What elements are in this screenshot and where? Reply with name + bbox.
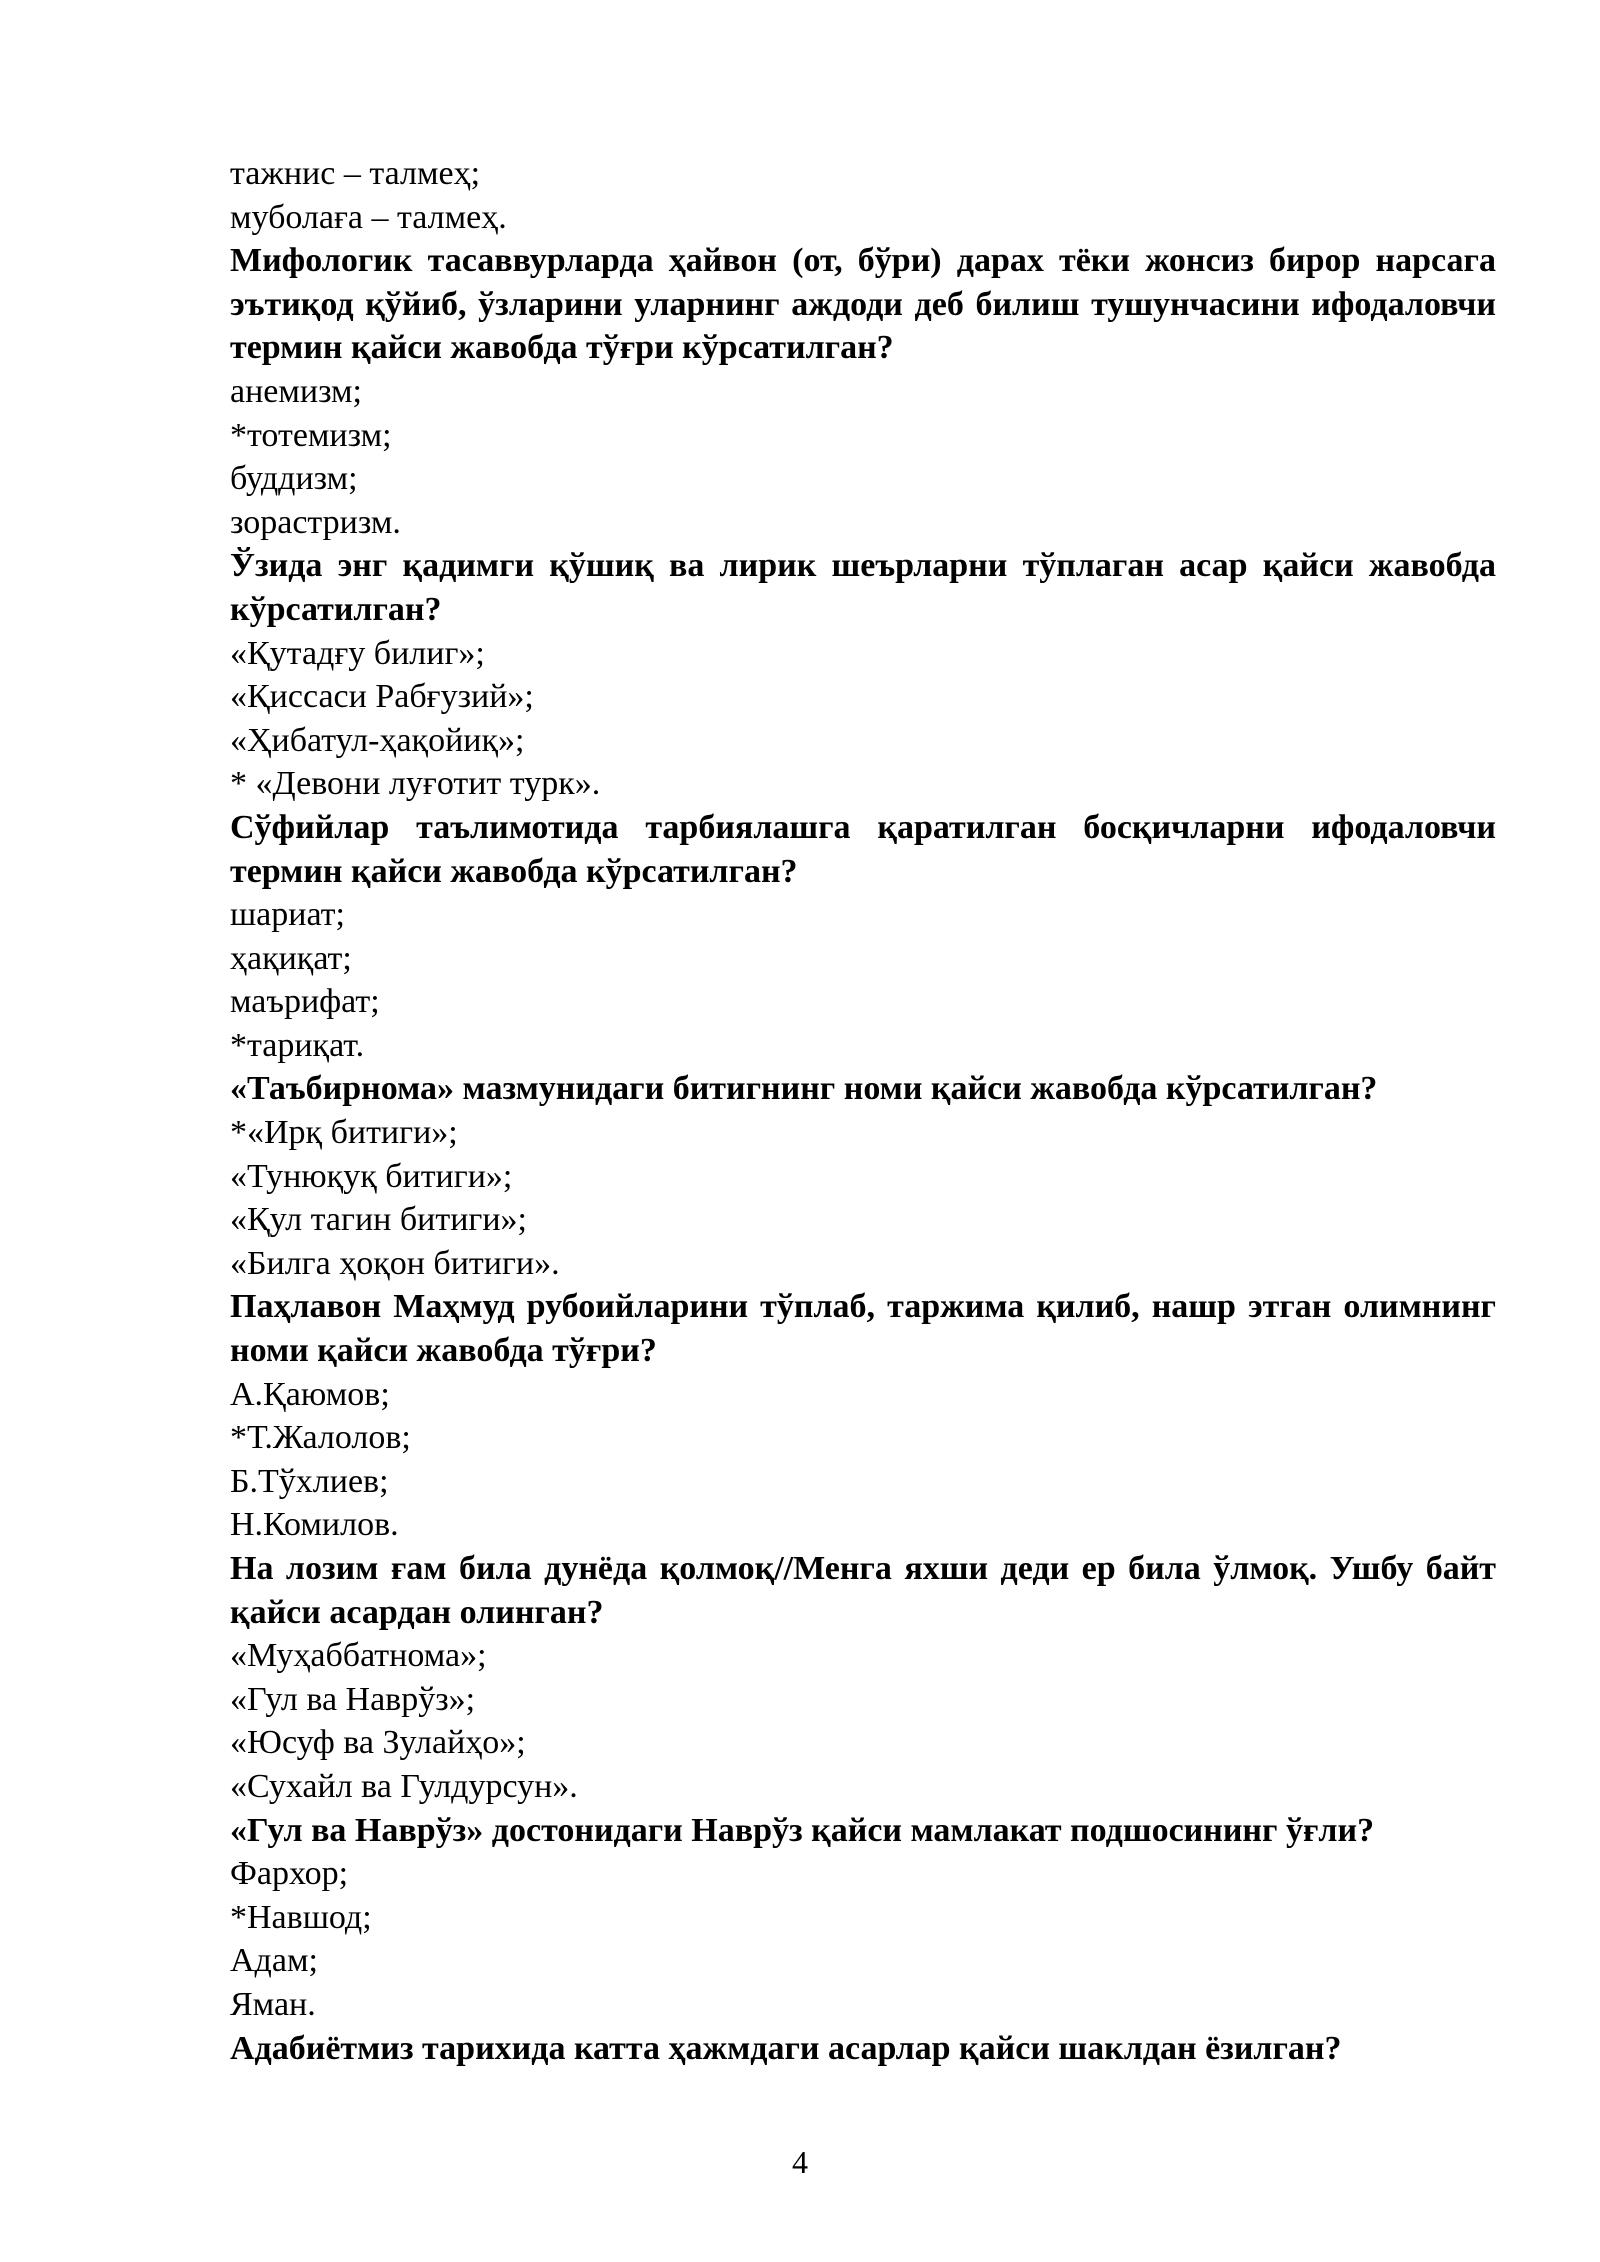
answer-option: «Муҳаббатнома»; xyxy=(230,1637,487,1675)
answer-option-correct: *Т.Жалолов; xyxy=(230,1419,411,1457)
answer-option: «Тунюқуқ битиги»; xyxy=(230,1157,513,1195)
answer-option: «Ҳибатул-ҳақойиқ»; xyxy=(230,721,525,759)
answer-option: «Сухайл ва Гулдурсун». xyxy=(230,1767,578,1805)
answer-option-correct: *Навшод; xyxy=(230,1898,372,1936)
answer-option: «Қул тагин битиги»; xyxy=(230,1201,527,1239)
answer-option: «Қутадғу билиг»; xyxy=(230,634,485,672)
answer-option: Адам; xyxy=(230,1942,318,1980)
question-text: Адабиётмиз тарихида катта ҳажмдаги асарлар қайси шаклдан ёзилган? xyxy=(230,2029,1342,2067)
answer-option: Б.Тўхлиев; xyxy=(230,1462,389,1500)
answer-option: буддизм; xyxy=(230,460,358,498)
answer-option: А.Қаюмов; xyxy=(230,1375,390,1413)
answer-option: «Қиссаси Рабғузий»; xyxy=(230,678,534,716)
answer-option: муболаға – талмеҳ. xyxy=(230,198,507,236)
answer-option: маърифат; xyxy=(230,983,380,1021)
question-text: Мифологик тасаввурларда ҳайвон (от, бўри) дарах тёки жонсиз бирор нарсага эътиқод қўйиб, ўзларини уларнинг аждоди деб билиш тушунчасини ифодаловчи термин қайси жавобда тўғри кўрсатилган? xyxy=(230,242,1496,367)
answer-option: ҳақиқат; xyxy=(230,939,352,977)
page-number: 4 xyxy=(792,2144,808,2180)
question-text: «Таъбирнома» мазмунидаги битигнинг номи қайси жавобда кўрсатилган? xyxy=(230,1070,1378,1108)
question-text: «Гул ва Наврўз» достонидаги Наврўз қайси мамлакат подшосининг ўғли? xyxy=(230,1811,1375,1849)
answer-option: «Билга ҳоқон битиги». xyxy=(230,1244,560,1282)
answer-option: тажнис – талмеҳ; xyxy=(230,155,481,192)
answer-option: анемизм; xyxy=(230,372,362,410)
answer-option-correct: *«Ирқ битиги»; xyxy=(230,1114,458,1152)
answer-option-correct: *тариқат. xyxy=(230,1026,365,1064)
answer-option: зорастризм. xyxy=(230,503,401,541)
answer-option: шариат; xyxy=(230,896,345,934)
answer-option: Яман. xyxy=(230,1985,316,2023)
question-text: Ўзида энг қадимги қўшиқ ва лирик шеърларни тўплаган асар қайси жавобда кўрсатилган? xyxy=(230,547,1496,628)
question-text: На лозим ғам била дунёда қолмоқ//Менга яхши деди ер била ўлмоқ. Ушбу байт қайси асардан олинган? xyxy=(230,1550,1496,1631)
answer-option-correct: * «Девони луғотит турк». xyxy=(230,765,601,803)
question-text: Сўфийлар таълимотида тарбиялашга қаратилган босқичларни ифодаловчи термин қайси жавобда кўрсатилган? xyxy=(230,808,1496,890)
answer-option: Н.Комилов. xyxy=(230,1506,399,1544)
answer-option: Фархор; xyxy=(230,1855,349,1893)
answer-option: «Гул ва Наврўз»; xyxy=(230,1680,476,1718)
answer-option: «Юсуф ва Зулайҳо»; xyxy=(230,1724,526,1762)
answer-option-correct: *тотемизм; xyxy=(230,416,392,454)
document-page xyxy=(230,152,1496,2070)
question-text: Паҳлавон Маҳмуд рубоийларини тўплаб, таржима қилиб, нашр этган олимнинг номи қайси жавобда тўғри? xyxy=(230,1288,1496,1370)
